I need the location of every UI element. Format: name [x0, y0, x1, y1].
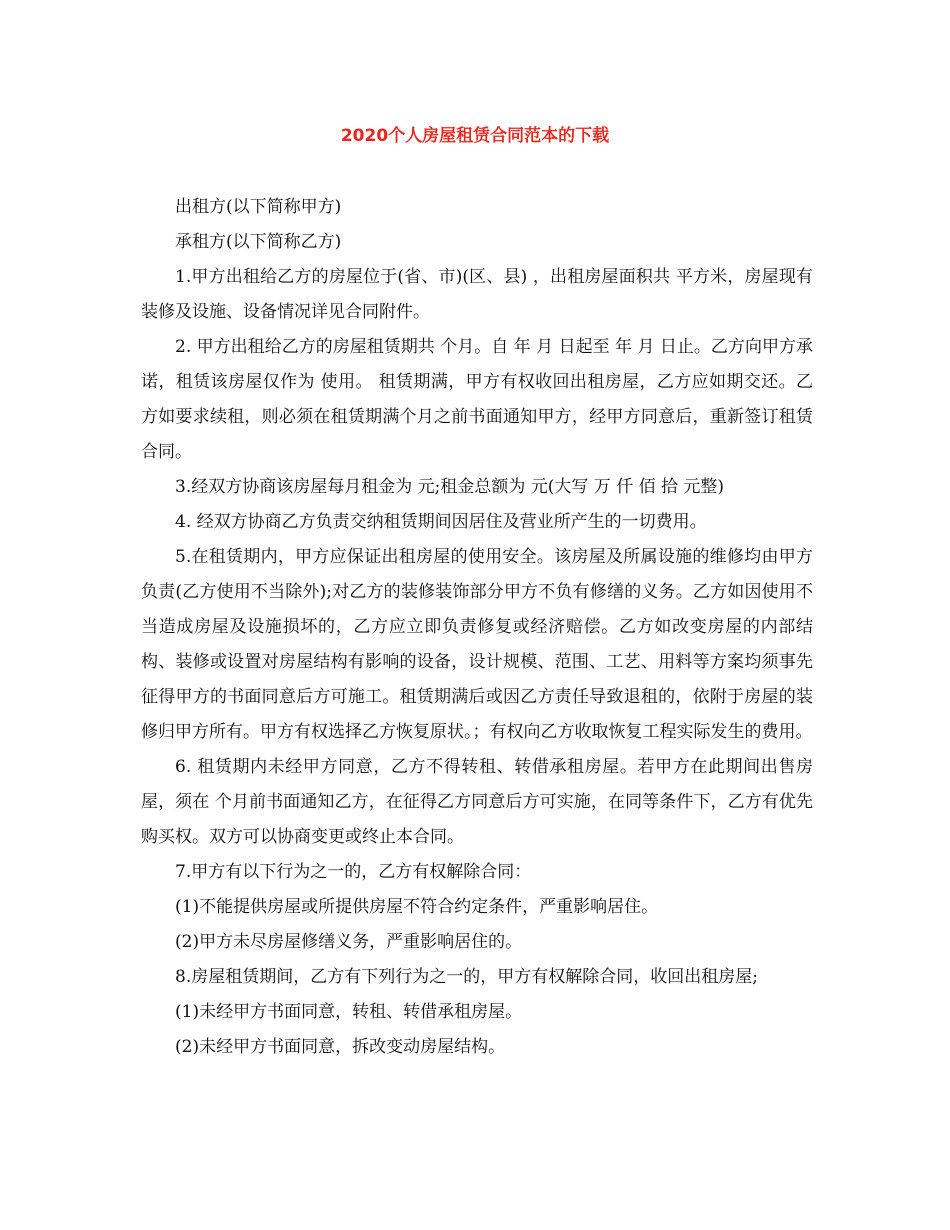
document-body	[141, 190, 813, 1065]
paragraph-clause-8: 8.房屋租赁期间，乙方有下列行为之一的，甲方有权解除合同，收回出租房屋;	[175, 967, 758, 987]
paragraph-lessee: 承租方(以下简称乙方)	[175, 232, 342, 252]
paragraph-clause-7-item-1: (1)不能提供房屋或所提供房屋不符合约定条件，严重影响居住。	[175, 897, 659, 917]
paragraph-clause-6: 6. 租赁期内未经甲方同意，乙方不得转租、转借承租房屋。若甲方在此期间出售房屋，须在 个月前书面通知乙方，在征得乙方同意后方可实施，在同等条件下，乙方有优先购买权。双方可以协商变更或终止本合同。	[141, 757, 813, 847]
paragraph-clause-7: 7.甲方有以下行为之一的，乙方有权解除合同：	[175, 862, 532, 882]
paragraph-clause-3: 3.经双方协商该房屋每月租金为 元;租金总额为 元(大写 万 仟 佰 拾 元整)	[175, 477, 725, 497]
paragraph-clause-4: 4. 经双方协商乙方负责交纳租赁期间因居住及营业所产生的一切费用。	[175, 512, 707, 532]
paragraph-clause-5: 5.在租赁期内，甲方应保证出租房屋的使用安全。该房屋及所属设施的维修均由甲方负责(乙方使用不当除外);对乙方的装修装饰部分甲方不负有修缮的义务。乙方如因使用不当造成房屋及设施损坏的，乙方应立即负责修复或经济赔偿。乙方如改变房屋的内部结构、装修或设置对房屋结构有影响的设备，设计规模、范围、工艺、用料等方案均须事先征得甲方的书面同意后方可施工。租赁期满后或因乙方责任导致退租的，依附于房屋的装修归甲方所有。甲方有权选择乙方恢复原状。；有权向乙方收取恢复工程实际发生的费用。	[141, 547, 813, 742]
paragraph-clause-1: 1.甲方出租给乙方的房屋位于(省、市)(区、县) ，出租房屋面积共 平方米，房屋现有装修及设施、设备情况详见合同附件。	[141, 267, 813, 322]
paragraph-clause-8-item-1: (1)未经甲方书面同意，转租、转借承租房屋。	[175, 1002, 523, 1022]
paragraph-clause-7-item-2: (2)甲方未尽房屋修缮义务，严重影响居住的。	[175, 932, 523, 952]
document-title: 2020个人房屋租赁合同范本的下载	[340, 126, 610, 146]
paragraph-clause-8-item-2: (2)未经甲方书面同意，拆改变动房屋结构。	[175, 1037, 506, 1057]
paragraph-lessor: 出租方(以下简称甲方)	[175, 197, 342, 217]
paragraph-clause-2: 2. 甲方出租给乙方的房屋租赁期共 个月。自 年 月 日起至 年 月 日止。乙方向甲方承诺，租赁该房屋仅作为 使用。 租赁期满，甲方有权收回出租房屋，乙方应如期交还。乙方如要求续租，则必须在租赁期满个月之前书面通知甲方，经甲方同意后，重新签订租赁合同。	[141, 337, 813, 462]
